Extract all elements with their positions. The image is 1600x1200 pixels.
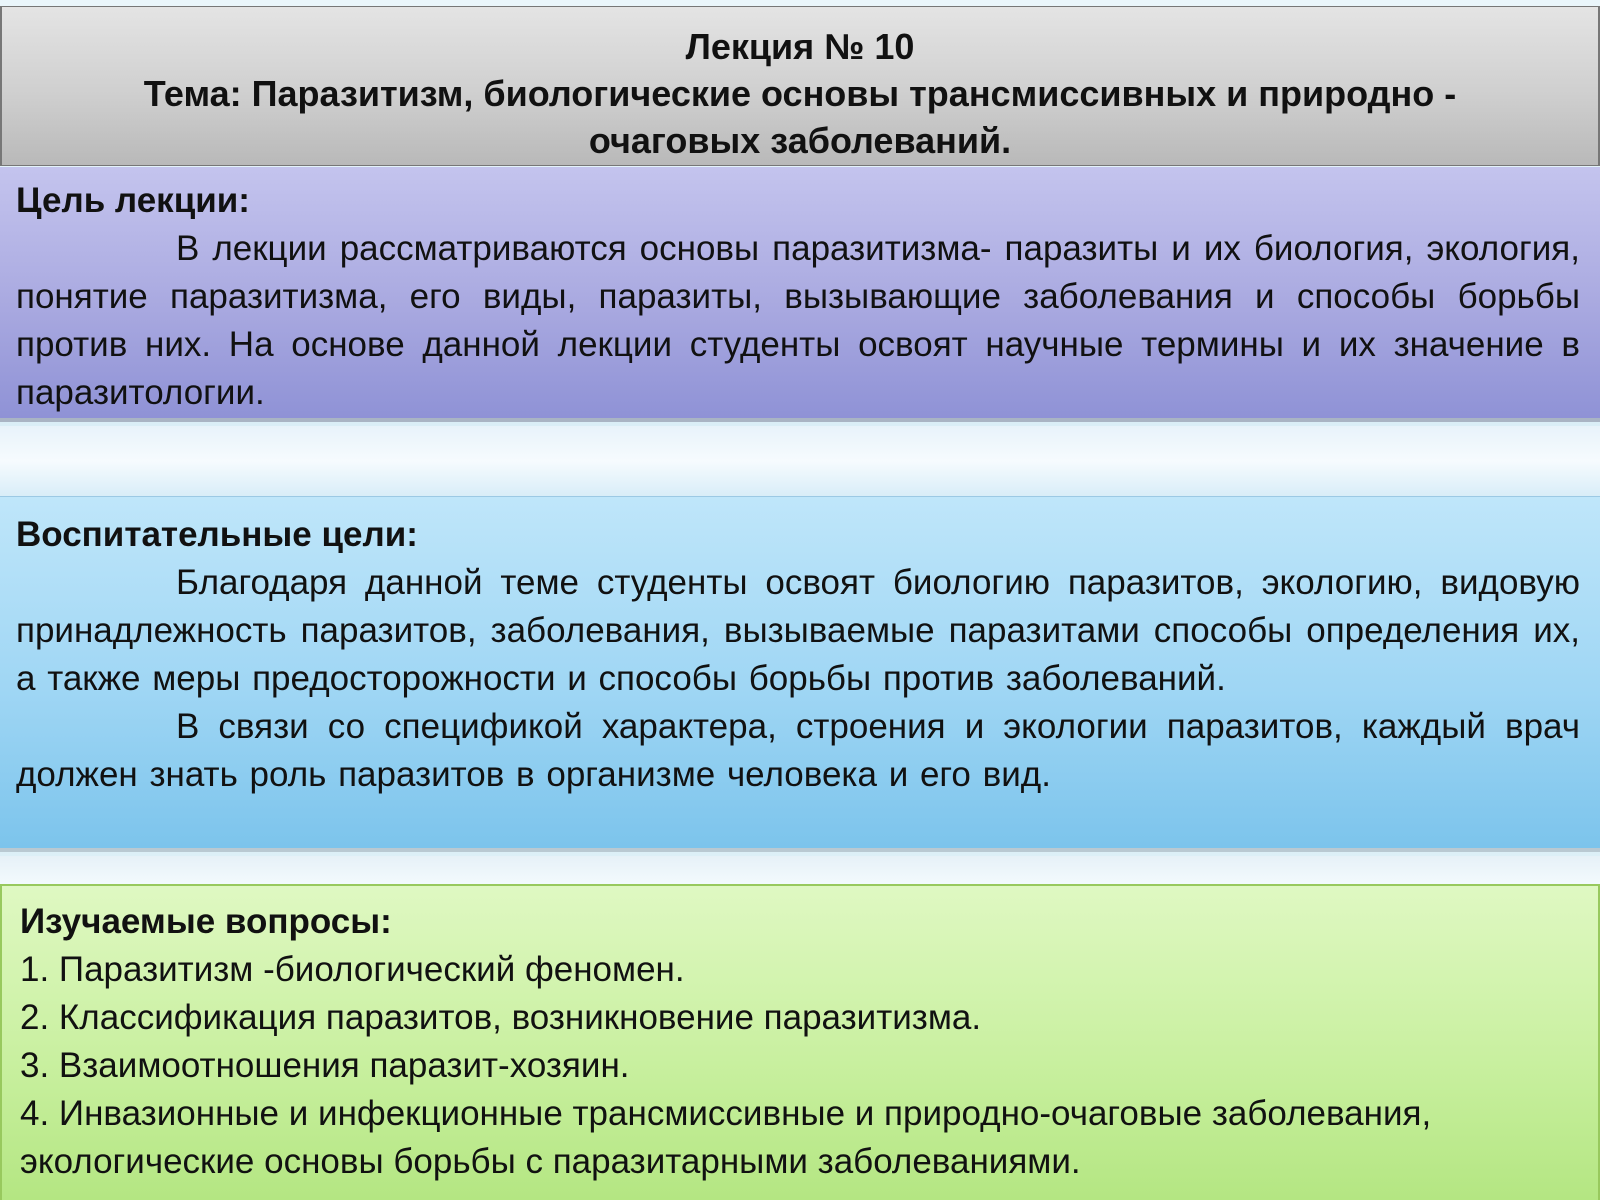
lecture-number: Лекция № 10 [685,26,915,67]
educational-goals-section [0,496,1600,852]
lecture-goal-text: В лекции рассматриваются основы паразитизма- паразиты и их биология, экология, понятие паразитизма, его виды, паразиты, вызывающие заболевания и способы борьбы против них. На основе данной лекции студенты освоят научные термины и их значение в паразитологии. [16,229,1580,412]
section-divider [0,856,1600,884]
study-questions-list [20,946,1578,1186]
study-questions-heading: Изучаемые вопросы: [20,902,392,941]
lecture-goal-section [0,167,1600,422]
lecture-goal-heading: Цель лекции: [16,181,250,220]
lecture-topic-line-2: очаговых заболеваний. [588,120,1012,161]
section-divider [0,426,1600,496]
study-question-item: 3. Взаимоотношения паразит-хозяин. [20,1046,630,1085]
study-question-item: 1. Паразитизм -биологический феномен. [20,950,685,989]
educational-goals-paragraph: Благодаря данной теме студенты освоят биологию паразитов, экологию, видовую принадлежность паразитов, заболевания, вызываемые паразитами способы определения их, а также меры предосторожности и способы борьбы против заболеваний. [16,563,1580,698]
educational-goals-heading: Воспитательные цели: [16,515,418,554]
educational-goals-paragraph: В связи со спецификой характера, строения и экологии паразитов, каждый врач должен знать роль паразитов в организме человека и его вид. [16,707,1580,794]
lecture-topic-line-1: Тема: Паразитизм, биологические основы трансмиссивных и природно - [143,73,1457,114]
study-question-item: 2. Классификация паразитов, возникновение паразитизма. [20,998,982,1037]
study-questions-section [0,884,1600,1200]
lecture-title-block [0,6,1600,166]
study-question-item: 4. Инвазионные и инфекционные трансмиссивные и природно-очаговые заболевания, экологические основы борьбы с паразитарными заболеваниями. [20,1094,1432,1181]
